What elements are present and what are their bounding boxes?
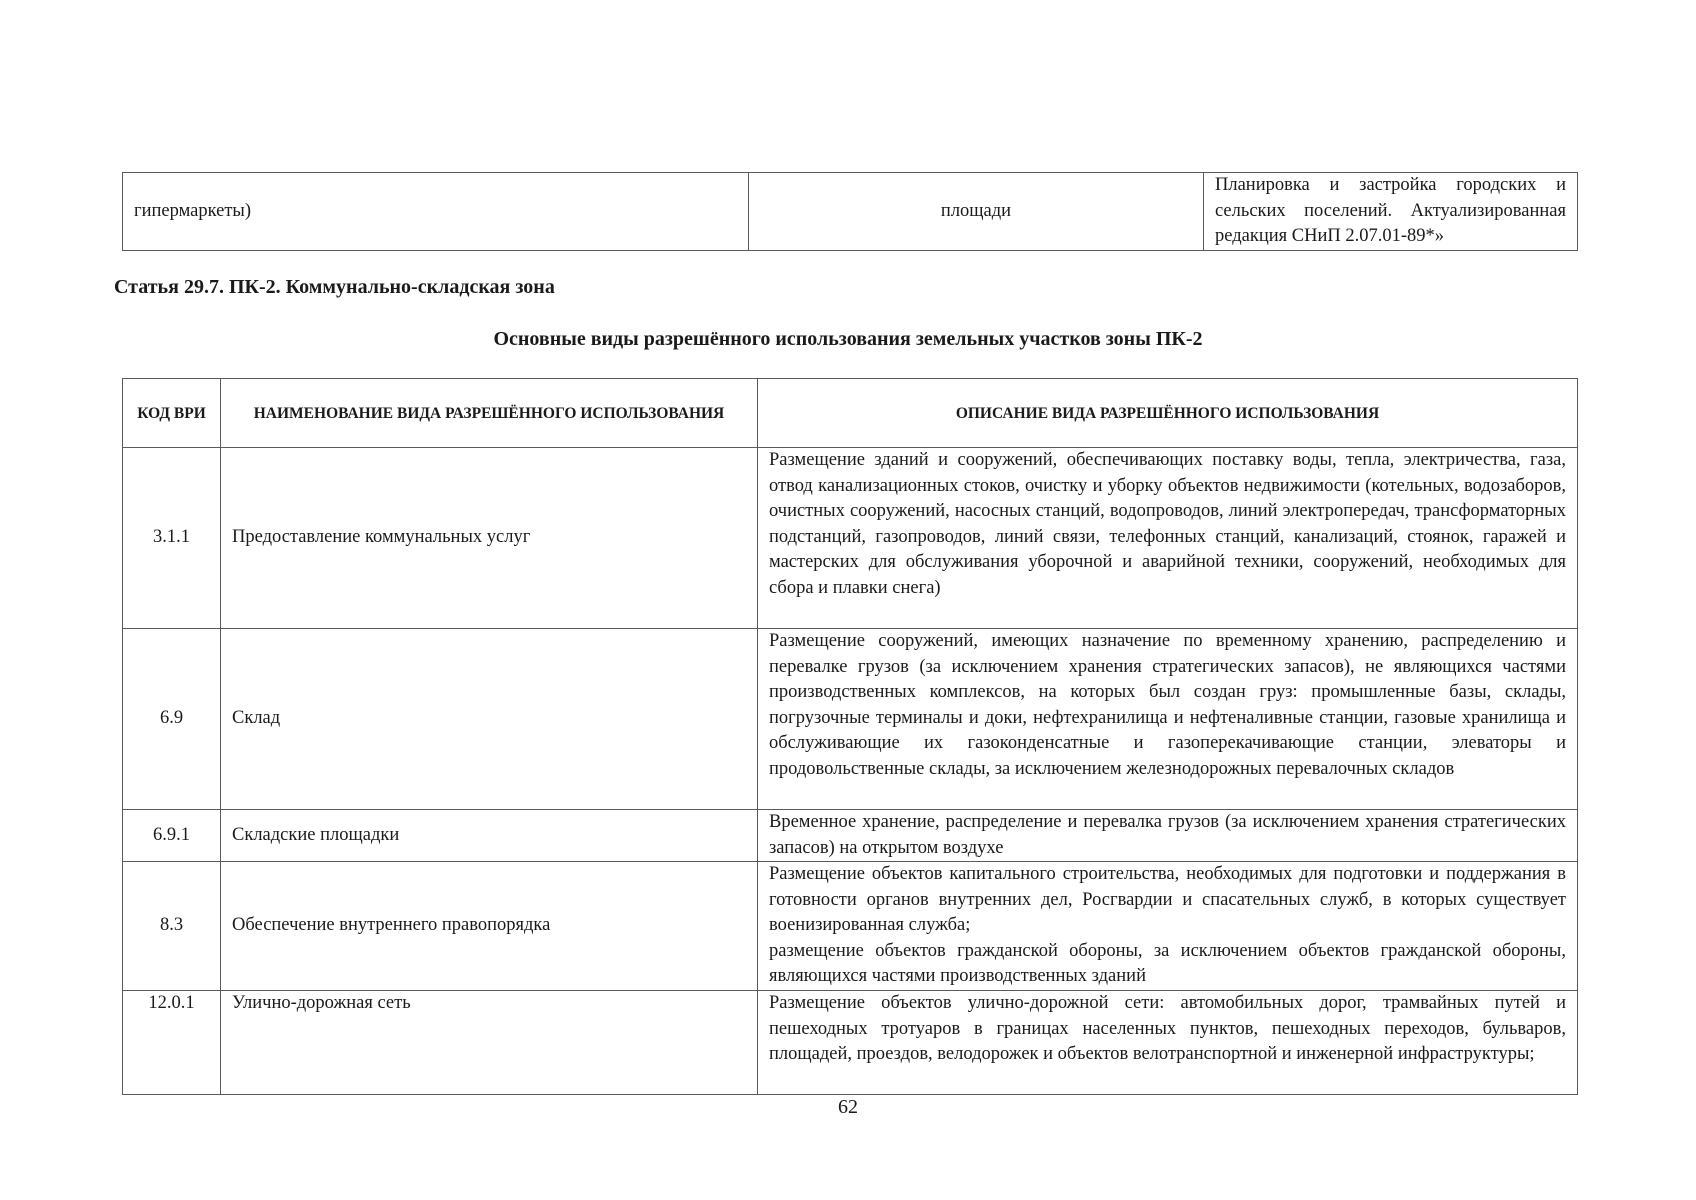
cell-name: Улично-дорожная сеть — [221, 991, 758, 1095]
cell-code: 3.1.1 — [123, 448, 221, 629]
cell-code: 12.0.1 — [123, 991, 221, 1095]
cell-name: Обеспечение внутреннего правопорядка — [221, 862, 758, 991]
cell-code: 6.9 — [123, 629, 221, 810]
cell-description: Размещение зданий и сооружений, обеспечивающих поставку воды, тепла, электричества, газа, отвод канализационных стоков, очистку и уборку объектов недвижимости (котельных, водозаборов, очистных сооружений, насосных станций, водопроводов, линий электропередач, трансформаторных подстанций, газопроводов, линий связи, телефонных станций, канализаций, стоянок, гаражей и мастерских для обслуживания уборочной и аварийной техники, сооружений, необходимых для сбора и плавки снега) — [758, 448, 1578, 629]
cell-name: Складские площадки — [221, 810, 758, 862]
description-paragraph: Размещение объектов капитального строительства, необходимых для подготовки и поддержания в готовности органов внутренних дел, Росгвардии и спасательных служб, в которых существует военизированная служба; — [769, 864, 1566, 935]
column-header-name: НАИМЕНОВАНИЕ ВИДА РАЗРЕШЁННОГО ИСПОЛЬЗОВАНИЯ — [221, 379, 758, 448]
table-cell: площади — [749, 173, 1204, 251]
cell-name: Склад — [221, 629, 758, 810]
table-cell: Планировка и застройка городских и сельских поселений. Актуализированная редакция СНиП 2.07.01-89*» — [1204, 173, 1578, 251]
table-cell: гипермаркеты) — [123, 173, 749, 251]
continued-table — [122, 172, 1578, 251]
description-paragraph: размещение объектов гражданской обороны, за исключением объектов гражданской обороны, являющихся частями производственных зданий — [769, 940, 1566, 986]
table-row — [123, 448, 1578, 629]
cell-code: 8.3 — [123, 862, 221, 991]
table-row — [123, 629, 1578, 810]
table-caption: Основные виды разрешённого использования земельных участков зоны ПК-2 — [493, 328, 1203, 350]
table-row — [123, 810, 1578, 862]
table-header-row — [123, 379, 1578, 448]
column-header-description: ОПИСАНИЕ ВИДА РАЗРЕШЁННОГО ИСПОЛЬЗОВАНИЯ — [758, 379, 1578, 448]
page-number: 62 — [838, 1096, 858, 1118]
cell-description: Размещение объектов улично-дорожной сети: автомобильных дорог, трамвайных путей и пешеходных тротуаров в границах населенных пунктов, пешеходных переходов, бульваров, площадей, проездов, велодорожек и объектов велотранспортной и инженерной инфраструктуры; — [758, 991, 1578, 1095]
permitted-use-table — [122, 378, 1578, 1095]
cell-description: Размещение сооружений, имеющих назначение по временному хранению, распределению и перевалке грузов (за исключением хранения стратегических запасов), не являющихся частями производственных комплексов, на которых был создан груз: промышленные базы, склады, погрузочные терминалы и доки, нефтехранилища и нефтеналивные станции, газовые хранилища и обслуживающие их газоконденсатные и газоперекачивающие станции, элеваторы и продовольственные склады, за исключением железнодорожных перевалочных складов — [758, 629, 1578, 810]
table-row — [123, 991, 1578, 1095]
cell-description — [758, 862, 1578, 991]
cell-description: Временное хранение, распределение и перевалка грузов (за исключением хранения стратегических запасов) на открытом воздухе — [758, 810, 1578, 862]
article-title: Статья 29.7. ПК-2. Коммунально-складская зона — [114, 276, 555, 298]
cell-name: Предоставление коммунальных услуг — [221, 448, 758, 629]
column-header-code: КОД ВРИ — [123, 379, 221, 448]
table-row — [123, 173, 1578, 251]
cell-code: 6.9.1 — [123, 810, 221, 862]
table-row — [123, 862, 1578, 991]
